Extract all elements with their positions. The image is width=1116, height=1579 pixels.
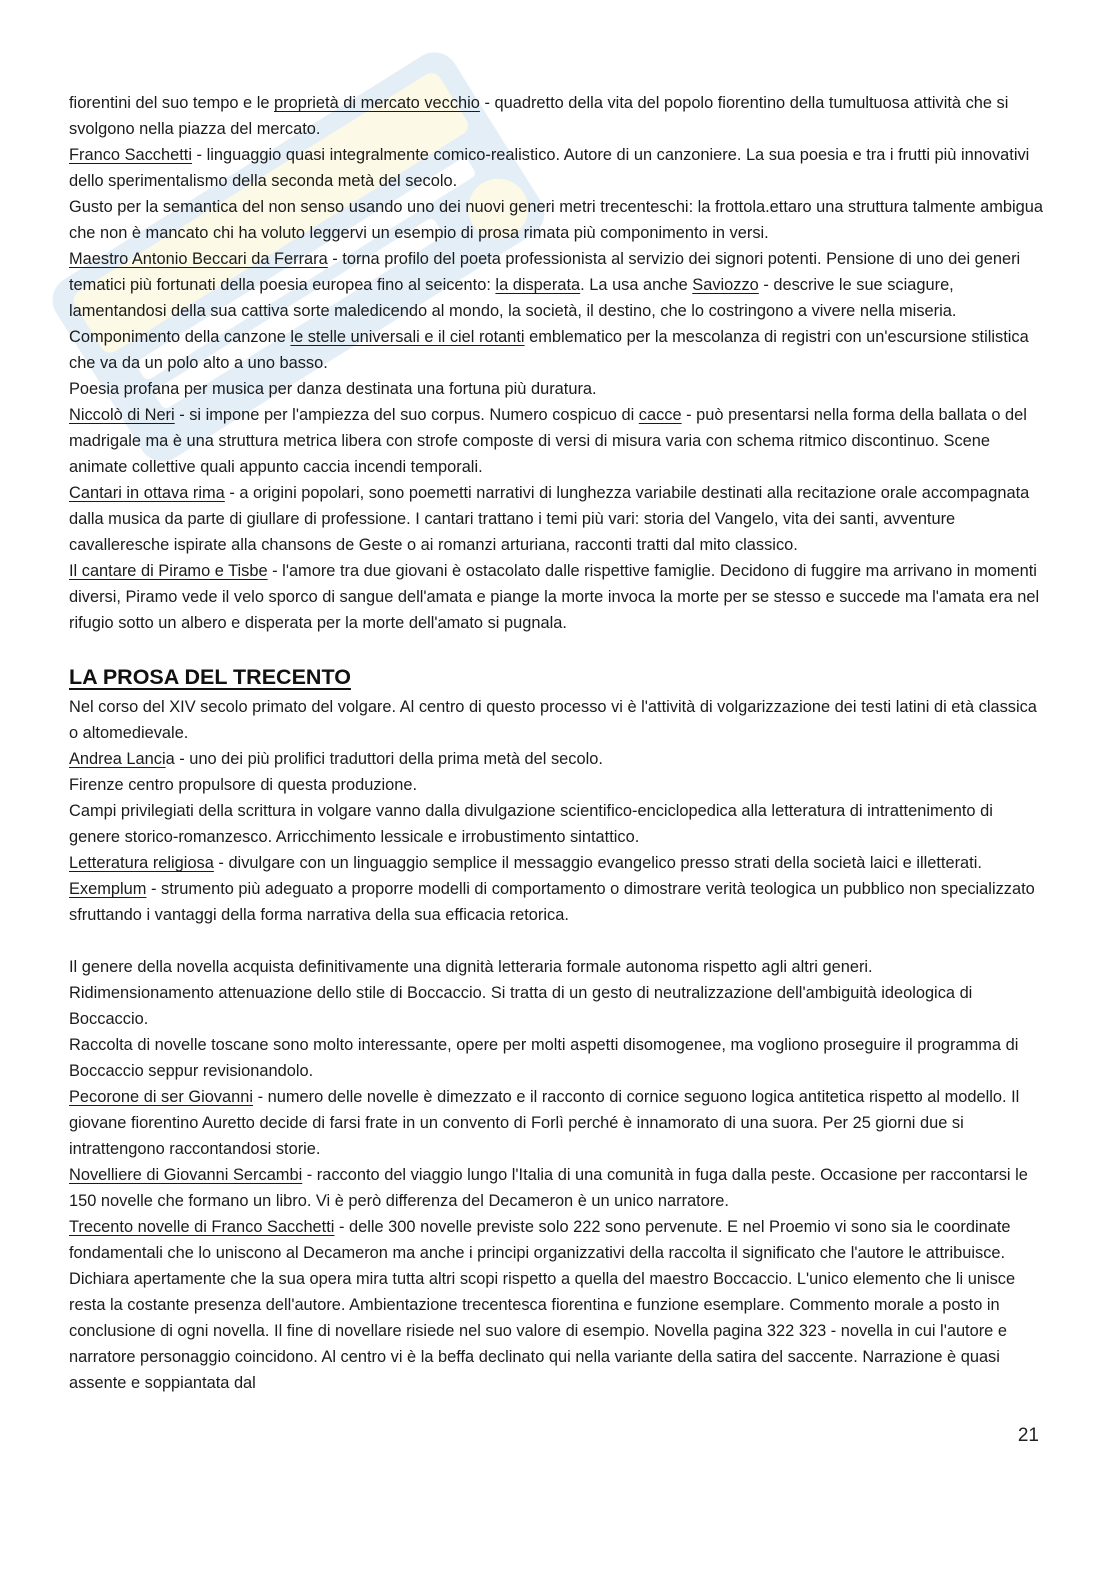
- paragraph: Firenze centro propulsore di questa produzione.: [69, 776, 418, 794]
- paragraph: Andrea Lancia - uno dei più prolifici traduttori della prima metà del secolo.: [69, 750, 603, 768]
- underlined-term: Trecento novelle di Franco Sacchetti: [69, 1218, 335, 1236]
- paragraph: Il cantare di Piramo e Tisbe - l'amore tra due giovani è ostacolato dalle rispettive famiglie. Decidono di fuggire ma arrivano in momenti diversi, Piramo vede il velo sporco di sangue dell'amata e piange la morte invoca la morte per se stesso e succede ma l'amata era nel rifugio sotto un albero e disperata per la morte dell'amato si pugnala.: [69, 562, 1040, 632]
- underlined-term: Letteratura religiosa: [69, 854, 214, 872]
- paragraph: Ridimensionamento attenuazione dello stile di Boccaccio. Si tratta di un gesto di neutralizzazione dell'ambiguità ideologica di Boccaccio.: [69, 984, 973, 1028]
- document-body: [69, 90, 1044, 1396]
- paragraph: Cantari in ottava rima - a origini popolari, sono poemetti narrativi di lunghezza variabile destinati alla recitazione orale accompagnata dalla musica da parte di giullare di professione. I cantari trattano i temi più vari: storia del Vangelo, vita dei santi, avventure cavalleresche ispirate alla chansons de Geste o ai romanzi arturiana, racconti tratti dal mito classico.: [69, 484, 1030, 554]
- paragraph: Maestro Antonio Beccari da Ferrara - torna profilo del poeta professionista al servizio dei signori potenti. Pensione di uno dei generi tematici più fortunati della poesia europea fino al seicento: la disperata. La usa anche Saviozzo - descrive le sue sciagure, lamentandosi della sua cattiva sorte maledicendo al mondo, la società, il destino, che lo costringono a vivere nella miseria. Componimento della canzone le stelle universali e il ciel rotanti emblematico per la mescolanza di registri con un'escursione stilistica che va da un polo alto a uno basso.: [69, 250, 1029, 372]
- underlined-term: Exemplum: [69, 880, 147, 898]
- paragraph: Pecorone di ser Giovanni - numero delle novelle è dimezzato e il racconto di cornice seguono logica antitetica rispetto al modello. Il giovane fiorentino Auretto decide di farsi frate in un convento di Forlì perché è innamorato di una suora. Per 25 giorni due si intrattengono raccontandosi storie.: [69, 1088, 1020, 1158]
- underlined-term: le stelle universali e il ciel rotanti: [290, 328, 525, 346]
- underlined-term: Pecorone di ser Giovanni: [69, 1088, 254, 1106]
- paragraph: Niccolò di Neri - si impone per l'ampiezza del suo corpus. Numero cospicuo di cacce - può presentarsi nella forma della ballata o del madrigale ma è una struttura metrica libera con strofe composte di versi di misura varia con schema ritmico discontinuo. Scene animate collettive quali appunto caccia incendi temporali.: [69, 406, 1027, 476]
- underlined-term: proprietà di mercato vecchio: [274, 94, 480, 112]
- underlined-term: la disperata: [495, 276, 581, 294]
- paragraph: Poesia profana per musica per danza destinata una fortuna più duratura.: [69, 380, 597, 398]
- paragraph: Campi privilegiati della scrittura in volgare vanno dalla divulgazione scientifico-enciclopedica alla letteratura di intrattenimento di genere storico-romanzesco. Arricchimento lessicale e irrobustimento sintattico.: [69, 802, 993, 846]
- paragraph: fiorentini del suo tempo e le proprietà di mercato vecchio - quadretto della vita del popolo fiorentino della tumultuosa attività che si svolgono nella piazza del mercato.: [69, 94, 1009, 138]
- underlined-term: Novelliere di Giovanni Sercambi: [69, 1166, 303, 1184]
- paragraph: Novelliere di Giovanni Sercambi - racconto del viaggio lungo l'Italia di una comunità in fuga dalla peste. Occasione per raccontarsi le 150 novelle che formano un libro. Vi è però differenza del Decameron è un unico narratore.: [69, 1166, 1028, 1210]
- underlined-term: Maestro Antonio Beccari da Ferrara: [69, 250, 328, 268]
- paragraph: Exemplum - strumento più adeguato a proporre modelli di comportamento o dimostrare verità teologica un pubblico non specializzato sfruttando i vantaggi della forma narrativa della sua efficacia retorica.: [69, 880, 1035, 924]
- paragraph: Letteratura religiosa - divulgare con un linguaggio semplice il messaggio evangelico presso strati della società laici e illetterati.: [69, 854, 982, 872]
- paragraph: Il genere della novella acquista definitivamente una dignità letteraria formale autonoma rispetto agli altri generi.: [69, 958, 873, 976]
- paragraph: Franco Sacchetti - linguaggio quasi integralmente comico-realistico. Autore di un canzoniere. La sua poesia e tra i frutti più innovativi dello sperimentalismo della seconda metà del secolo.: [69, 146, 1030, 190]
- underlined-term: Saviozzo: [692, 276, 759, 294]
- underlined-term: Franco Sacchetti: [69, 146, 192, 164]
- paragraph: Raccolta di novelle toscane sono molto interessante, opere per molti aspetti disomogenee, ma vogliono proseguire il programma di Boccaccio seppur revisionandolo.: [69, 1036, 1019, 1080]
- page-number: 21: [1017, 1425, 1039, 1446]
- underlined-term: Cantari in ottava rima: [69, 484, 225, 502]
- section-heading: LA PROSA DEL TRECENTO: [69, 665, 351, 689]
- underlined-term: Il cantare di Piramo e Tisbe: [69, 562, 268, 580]
- underlined-term: Niccolò di Neri: [69, 406, 175, 424]
- paragraph: Trecento novelle di Franco Sacchetti - delle 300 novelle previste solo 222 sono pervenute. E nel Proemio vi sono sia le coordinate fondamentali che lo uniscono al Decameron ma anche i principi organizzativi della raccolta il significato che l'autore le attribuisce. Dichiara apertamente che la sua opera mira tutta altri scopi rispetto a quella del maestro Boccaccio. L'unico elemento che li unisce resta la costante presenza dell'autore. Ambientazione trecentesca fiorentina e funzione esemplare. Commento morale a posto in conclusione di ogni novella. Il fine di novellare risiede nel suo valore di esempio. Novella pagina 322 323 - novella in cui l'autore e narratore personaggio coincidono. Al centro vi è la beffa declinato qui nella variante della satira del saccente. Narrazione è quasi assente e soppiantata dal: [69, 1218, 1016, 1392]
- underlined-term: cacce: [638, 406, 682, 424]
- underlined-term: Andrea Lanci: [69, 750, 166, 768]
- paragraph: Nel corso del XIV secolo primato del volgare. Al centro di questo processo vi è l'attività di volgarizzazione dei testi latini di età classica o altomedievale.: [69, 698, 1037, 742]
- paragraph: Gusto per la semantica del non senso usando uno dei nuovi generi metri trecenteschi: la frottola.ettaro una struttura talmente ambigua che non è mancato chi ha voluto leggervi un esempio di prosa rimata più componimento in versi.: [69, 198, 1043, 242]
